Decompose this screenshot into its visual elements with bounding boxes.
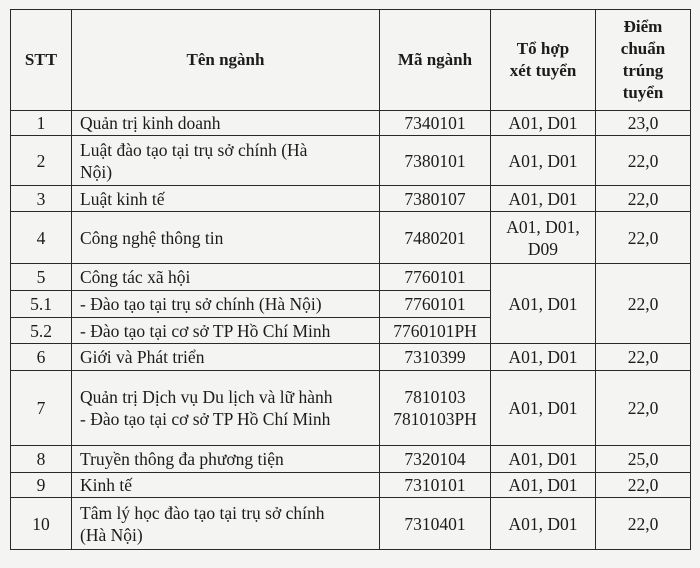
cell-ma-nganh: 7310399 bbox=[380, 344, 491, 371]
cell-to-hop: A01, D01 bbox=[491, 111, 596, 136]
cell-ten-nganh: Công tác xã hội bbox=[72, 264, 380, 291]
header-stt: STT bbox=[11, 10, 72, 111]
cell-stt: 5.2 bbox=[11, 318, 72, 344]
cell-diem: 22,0 bbox=[596, 186, 691, 212]
cell-ma-nganh: 7760101 bbox=[380, 291, 491, 318]
header-ma-nganh: Mã ngành bbox=[380, 10, 491, 111]
cell-to-hop: A01, D01 bbox=[491, 473, 596, 498]
table-row bbox=[11, 111, 691, 136]
table-row bbox=[11, 371, 691, 446]
cell-stt: 8 bbox=[11, 446, 72, 473]
cell-stt: 7 bbox=[11, 371, 72, 446]
cell-stt: 5.1 bbox=[11, 291, 72, 318]
cell-stt: 5 bbox=[11, 264, 72, 291]
cell-stt: 9 bbox=[11, 473, 72, 498]
cell-ma-nganh: 7380101 bbox=[380, 136, 491, 186]
cell-to-hop: A01, D01 bbox=[491, 446, 596, 473]
cell-diem: 22,0 bbox=[596, 371, 691, 446]
cell-ten-nganh: Truyền thông đa phương tiện bbox=[72, 446, 380, 473]
cell-ten-nganh: Giới và Phát triển bbox=[72, 344, 380, 371]
cell-ten-nganh: Kinh tế bbox=[72, 473, 380, 498]
cell-stt: 4 bbox=[11, 212, 72, 264]
cell-ma-nganh: 7320104 bbox=[380, 446, 491, 473]
cell-to-hop-group5: A01, D01 bbox=[491, 264, 596, 344]
cell-diem: 22,0 bbox=[596, 212, 691, 264]
cell-stt: 3 bbox=[11, 186, 72, 212]
table-row bbox=[11, 136, 691, 186]
cell-ten-nganh: Tâm lý học đào tạo tại trụ sở chính (Hà Nội) bbox=[72, 498, 380, 550]
cell-ma-nganh: 7810103 7810103PH bbox=[380, 371, 491, 446]
cell-diem: 25,0 bbox=[596, 446, 691, 473]
header-diem-chuan: Điểm chuẩn trúng tuyển bbox=[596, 10, 691, 111]
cell-diem: 22,0 bbox=[596, 473, 691, 498]
cell-ten-nganh: Luật kinh tế bbox=[72, 186, 380, 212]
cell-ten-nganh: - Đào tạo tại trụ sở chính (Hà Nội) bbox=[72, 291, 380, 318]
cell-diem: 22,0 bbox=[596, 498, 691, 550]
table-row bbox=[11, 212, 691, 264]
cell-ten-nganh: Quản trị kinh doanh bbox=[72, 111, 380, 136]
cell-ma-nganh: 7760101 bbox=[380, 264, 491, 291]
cell-to-hop: A01, D01 bbox=[491, 186, 596, 212]
cell-ma-nganh: 7310101 bbox=[380, 473, 491, 498]
cell-stt: 6 bbox=[11, 344, 72, 371]
table-row bbox=[11, 186, 691, 212]
cell-to-hop: A01, D01 bbox=[491, 136, 596, 186]
cell-ten-nganh: Luật đào tạo tại trụ sở chính (Hà Nội) bbox=[72, 136, 380, 186]
table-row bbox=[11, 473, 691, 498]
cell-to-hop: A01, D01 bbox=[491, 344, 596, 371]
cell-to-hop: A01, D01 bbox=[491, 498, 596, 550]
cell-to-hop: A01, D01 bbox=[491, 371, 596, 446]
cell-stt: 1 bbox=[11, 111, 72, 136]
header-ten-nganh: Tên ngành bbox=[72, 10, 380, 111]
table-row bbox=[11, 344, 691, 371]
table-row bbox=[11, 446, 691, 473]
cell-diem-group5: 22,0 bbox=[596, 264, 691, 344]
cell-stt: 10 bbox=[11, 498, 72, 550]
cell-diem: 22,0 bbox=[596, 344, 691, 371]
table-row bbox=[11, 498, 691, 550]
cell-ten-nganh: Công nghệ thông tin bbox=[72, 212, 380, 264]
cell-ma-nganh: 7480201 bbox=[380, 212, 491, 264]
cell-stt: 2 bbox=[11, 136, 72, 186]
cell-diem: 23,0 bbox=[596, 111, 691, 136]
cell-ma-nganh: 7310401 bbox=[380, 498, 491, 550]
cell-ten-nganh: - Đào tạo tại cơ sở TP Hồ Chí Minh bbox=[72, 318, 380, 344]
cell-ma-nganh: 7340101 bbox=[380, 111, 491, 136]
cell-ma-nganh: 7760101PH bbox=[380, 318, 491, 344]
cell-ten-nganh: Quản trị Dịch vụ Du lịch và lữ hành - Đào tạo tại cơ sở TP Hồ Chí Minh bbox=[72, 371, 380, 446]
table-row bbox=[11, 264, 691, 291]
cell-diem: 22,0 bbox=[596, 136, 691, 186]
admission-score-table bbox=[10, 9, 691, 550]
header-to-hop: Tổ hợp xét tuyển bbox=[491, 10, 596, 111]
cell-ma-nganh: 7380107 bbox=[380, 186, 491, 212]
table-header-row bbox=[11, 10, 691, 111]
cell-to-hop: A01, D01, D09 bbox=[491, 212, 596, 264]
